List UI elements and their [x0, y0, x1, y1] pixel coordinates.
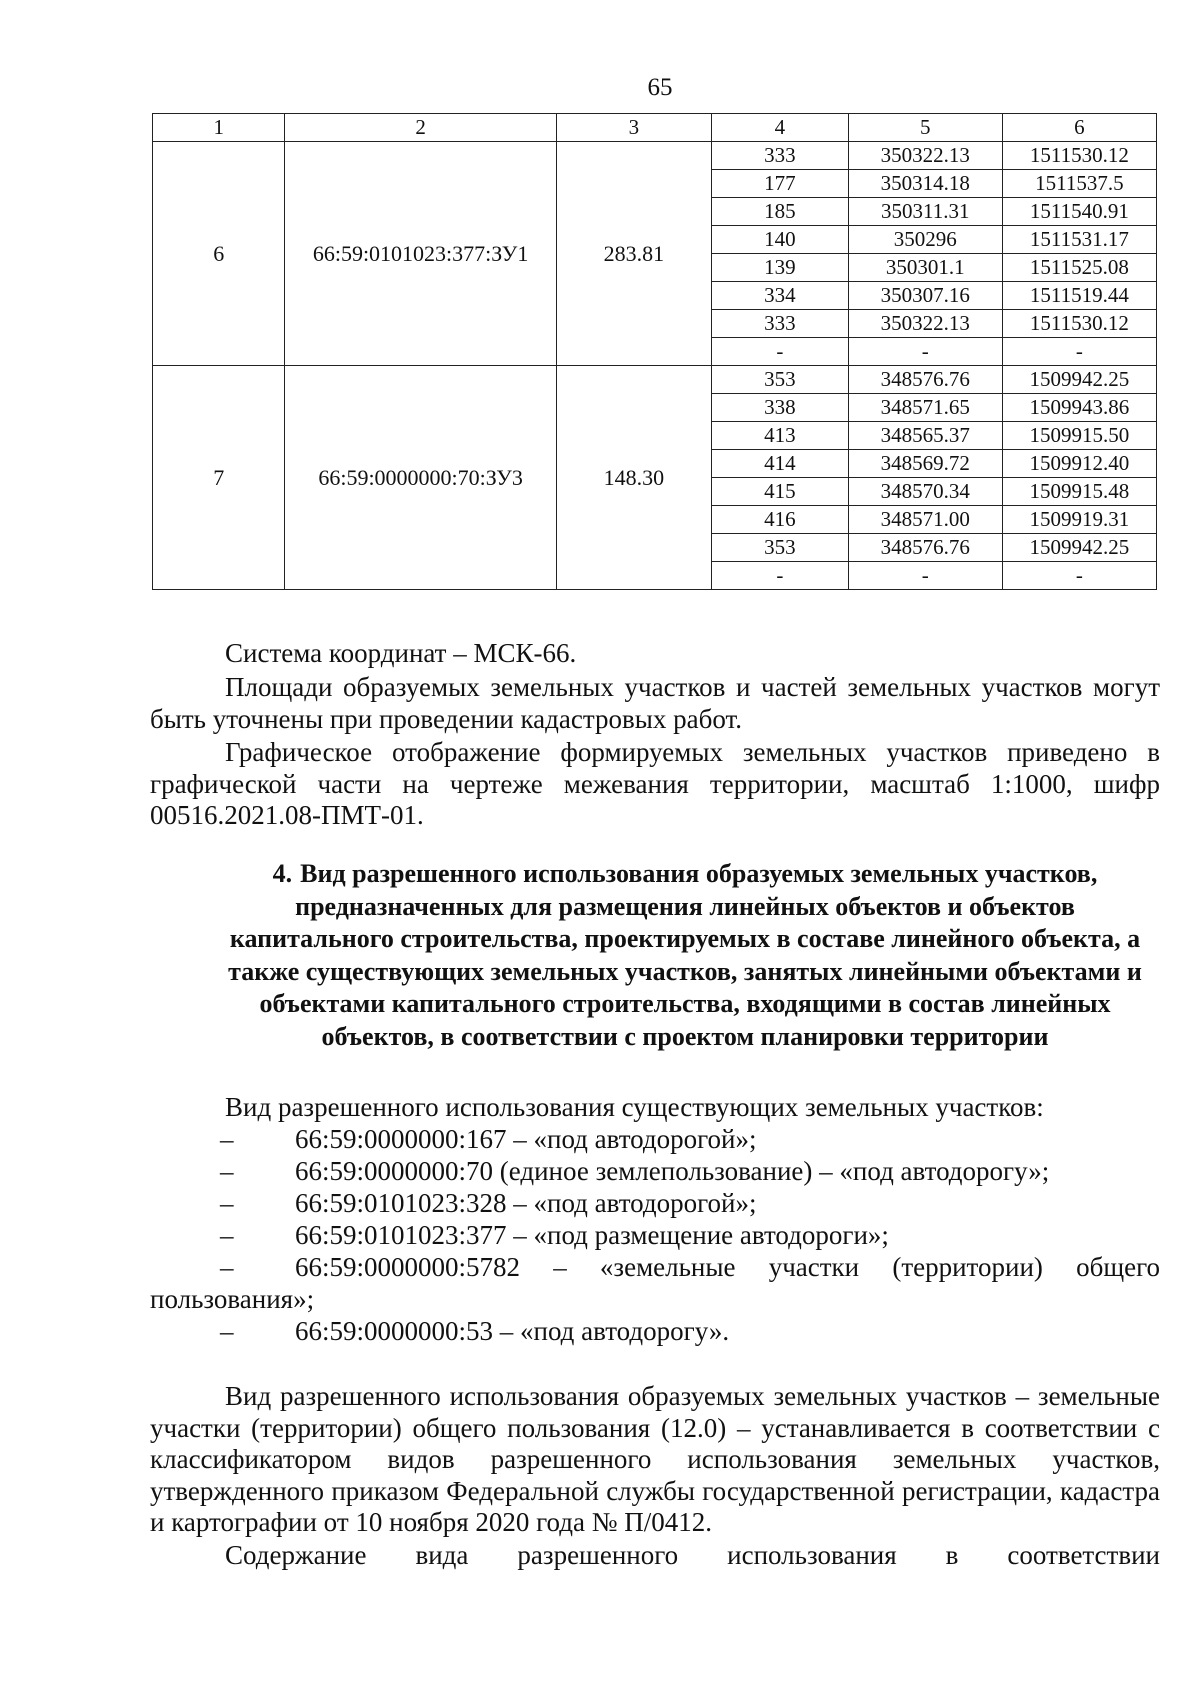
y-coordinate-cell: 1511519.44 — [1002, 282, 1156, 310]
list-item — [150, 1252, 1160, 1315]
plot-number-cell: 7 — [153, 366, 285, 590]
x-coordinate-cell: 348570.34 — [848, 478, 1002, 506]
plot-number-cell: 6 — [153, 142, 285, 366]
point-number-cell: 139 — [711, 254, 848, 282]
column-header: 6 — [1002, 114, 1156, 142]
list-item-text: 66:59:0000000:167 – «под автодорогой»; — [295, 1124, 757, 1154]
x-coordinate-cell: 348569.72 — [848, 450, 1002, 478]
section-heading — [215, 858, 1155, 1053]
point-number-cell: 177 — [711, 170, 848, 198]
list-item-text: 66:59:0000000:53 – «под автодорогу». — [295, 1316, 730, 1346]
list-item-text: 66:59:0000000:5782 – «земельные участки (территории) общего пользования»; — [150, 1252, 1160, 1314]
column-header: 5 — [848, 114, 1002, 142]
y-coordinate-cell: 1509942.25 — [1002, 534, 1156, 562]
y-coordinate-cell: - — [1002, 562, 1156, 590]
y-coordinate-cell: 1509915.50 — [1002, 422, 1156, 450]
y-coordinate-cell: 1511537.5 — [1002, 170, 1156, 198]
y-coordinate-cell: - — [1002, 338, 1156, 366]
x-coordinate-cell: 350307.16 — [848, 282, 1002, 310]
column-header: 2 — [285, 114, 556, 142]
formed-use-paragraph: Вид разрешенного использования образуемых земельных участков – земельные участки (территории) общего пользования (12.0) – устанавливается в соответствии с классификатором видов разрешенного использования земельных участков, утвержденного приказом Федеральной службы государственной регистрации, кадастра и картографии от 10 ноября 2020 года № П/0412. — [150, 1381, 1160, 1537]
column-header: 1 — [153, 114, 285, 142]
x-coordinate-cell: 350314.18 — [848, 170, 1002, 198]
section-number: 4. — [272, 859, 293, 888]
point-number-cell: 413 — [711, 422, 848, 450]
y-coordinate-cell: 1511530.12 — [1002, 142, 1156, 170]
page-number: 65 — [647, 74, 673, 101]
coordinates-table — [152, 113, 1157, 590]
y-coordinate-cell: 1511531.17 — [1002, 226, 1156, 254]
point-number-cell: 338 — [711, 394, 848, 422]
point-number-cell: 333 — [711, 310, 848, 338]
content-paragraph: Содержание вида разрешенного использования в соответствии — [225, 1540, 1160, 1570]
x-coordinate-cell: 350296 — [848, 226, 1002, 254]
list-dash: – — [220, 1188, 234, 1218]
point-number-cell: 334 — [711, 282, 848, 310]
area-cell: 283.81 — [556, 142, 711, 366]
coord-system-line: Система координат – МСК-66. — [225, 638, 577, 668]
point-number-cell: - — [711, 562, 848, 590]
areas-note-paragraph: Площади образуемых земельных участков и частей земельных участков могут быть уточнены при проведении кадастровых работ. — [150, 672, 1160, 734]
point-number-cell: 353 — [711, 366, 848, 394]
table-row — [153, 366, 1157, 394]
point-number-cell: 416 — [711, 506, 848, 534]
y-coordinate-cell: 1509942.25 — [1002, 366, 1156, 394]
y-coordinate-cell: 1509943.86 — [1002, 394, 1156, 422]
point-number-cell: 140 — [711, 226, 848, 254]
section-title: Вид разрешенного использования образуемых земельных участков, предназначенных для размещения линейных объектов и объектов капитального строительства, проектируемых в составе линейного объекта, а также существующих земельных участков, занятых линейными объектами и объектами капитального строительства, входящими в состав линейных объектов, в соответствии с проектом планировки территории — [228, 859, 1142, 1051]
list-dash: – — [220, 1316, 234, 1346]
x-coordinate-cell: 348576.76 — [848, 534, 1002, 562]
y-coordinate-cell: 1511530.12 — [1002, 310, 1156, 338]
x-coordinate-cell: 348565.37 — [848, 422, 1002, 450]
list-dash: – — [220, 1124, 234, 1154]
list-item — [150, 1124, 1160, 1156]
point-number-cell: 333 — [711, 142, 848, 170]
list-dash: – — [220, 1156, 234, 1186]
cadastral-number-cell: 66:59:0000000:70:ЗУ3 — [285, 366, 556, 590]
list-item-text: 66:59:0000000:70 (единое землепользование) – «под автодорогу»; — [295, 1156, 1050, 1186]
area-cell: 148.30 — [556, 366, 711, 590]
point-number-cell: 185 — [711, 198, 848, 226]
x-coordinate-cell: - — [848, 338, 1002, 366]
cadastral-number-cell: 66:59:0101023:377:ЗУ1 — [285, 142, 556, 366]
column-header: 4 — [711, 114, 848, 142]
list-item — [150, 1220, 1160, 1252]
x-coordinate-cell: 348571.65 — [848, 394, 1002, 422]
point-number-cell: 415 — [711, 478, 848, 506]
y-coordinate-cell: 1509912.40 — [1002, 450, 1156, 478]
point-number-cell: 353 — [711, 534, 848, 562]
column-header: 3 — [556, 114, 711, 142]
table-row — [153, 142, 1157, 170]
graphic-note-paragraph: Графическое отображение формируемых земельных участков приведено в графической части на чертеже межевания территории, масштаб 1:1000, шифр 00516.2021.08-ПМТ-01. — [150, 737, 1160, 830]
list-item-text: 66:59:0101023:377 – «под размещение автодороги»; — [295, 1220, 889, 1250]
list-item — [150, 1188, 1160, 1220]
y-coordinate-cell: 1511525.08 — [1002, 254, 1156, 282]
list-dash: – — [220, 1220, 234, 1250]
y-coordinate-cell: 1509915.48 — [1002, 478, 1156, 506]
x-coordinate-cell: 350301.1 — [848, 254, 1002, 282]
x-coordinate-cell: 348571.00 — [848, 506, 1002, 534]
table-header-row — [153, 114, 1157, 142]
point-number-cell: - — [711, 338, 848, 366]
y-coordinate-cell: 1511540.91 — [1002, 198, 1156, 226]
list-item — [150, 1156, 1160, 1188]
list-dash: – — [220, 1252, 234, 1282]
existing-intro: Вид разрешенного использования существующих земельных участков: — [225, 1092, 1044, 1122]
x-coordinate-cell: 350322.13 — [848, 310, 1002, 338]
list-item — [150, 1316, 1160, 1348]
x-coordinate-cell: 350322.13 — [848, 142, 1002, 170]
x-coordinate-cell: 348576.76 — [848, 366, 1002, 394]
x-coordinate-cell: 350311.31 — [848, 198, 1002, 226]
list-item-text: 66:59:0101023:328 – «под автодорогой»; — [295, 1188, 757, 1218]
y-coordinate-cell: 1509919.31 — [1002, 506, 1156, 534]
point-number-cell: 414 — [711, 450, 848, 478]
x-coordinate-cell: - — [848, 562, 1002, 590]
